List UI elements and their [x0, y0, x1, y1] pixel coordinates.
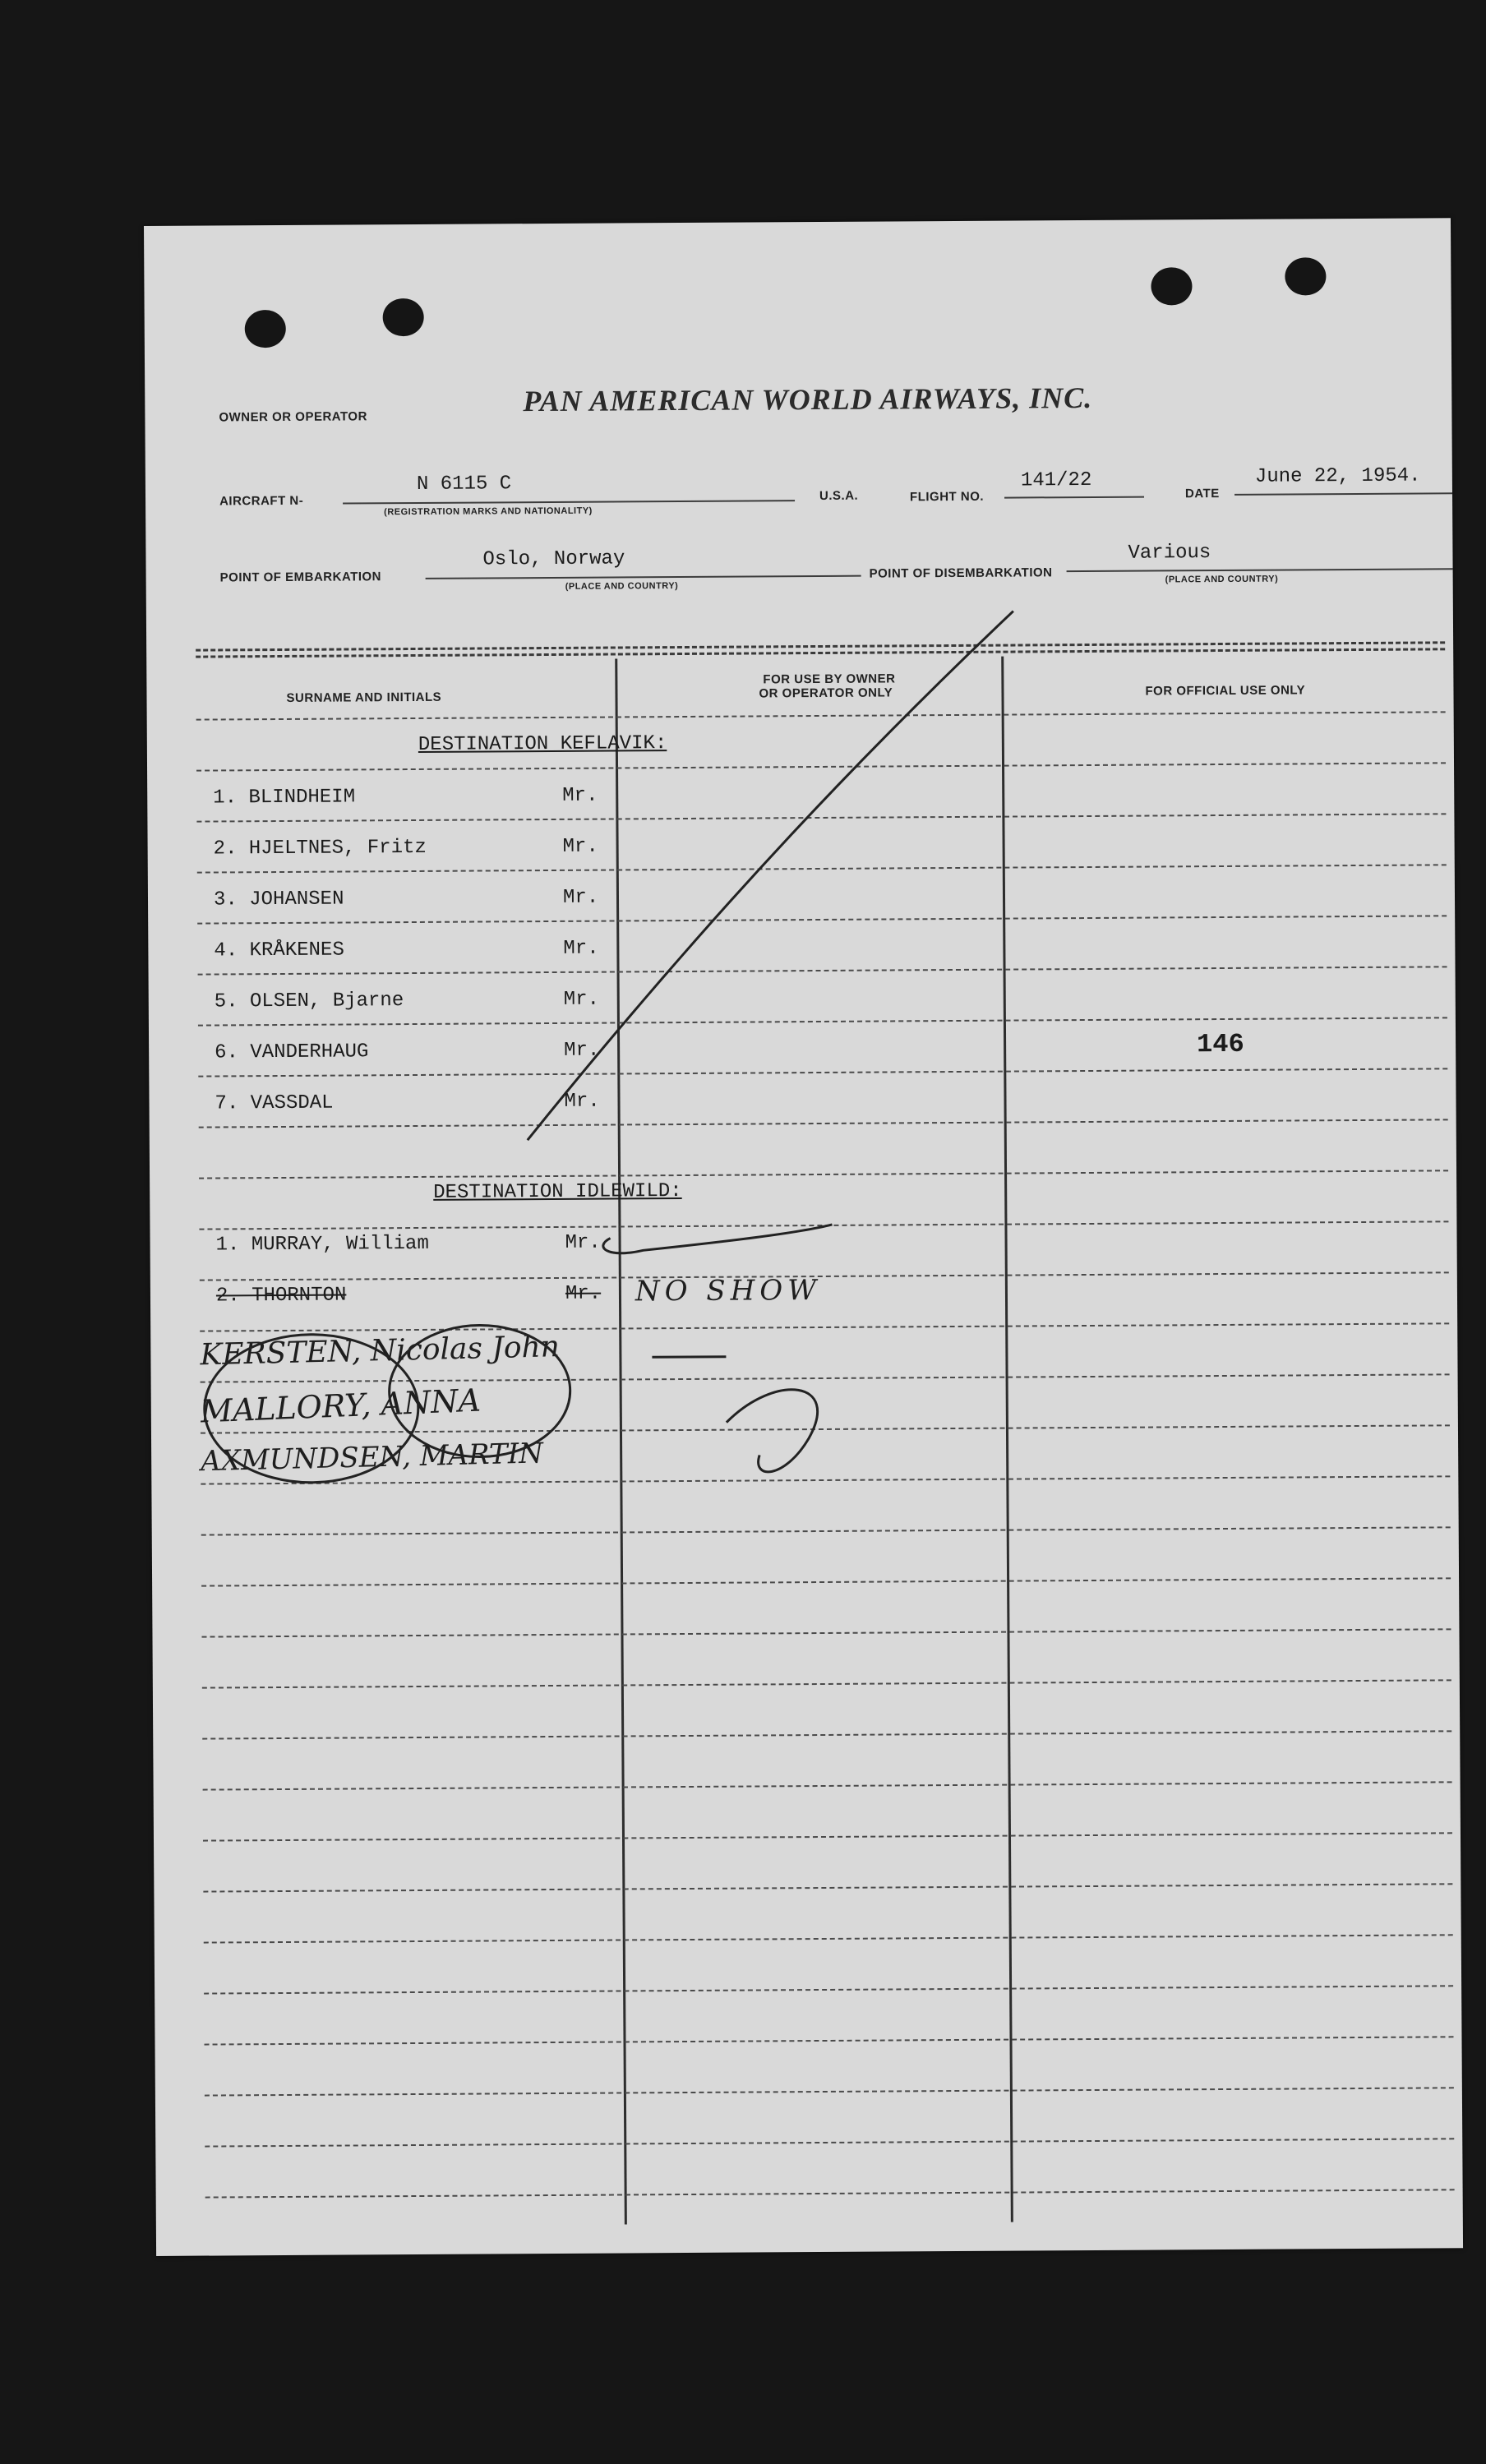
- aircraft-label: AIRCRAFT N-: [219, 493, 304, 509]
- passenger-title: Mr.: [562, 784, 598, 807]
- flight-label: FLIGHT NO.: [909, 489, 985, 505]
- passenger-name: 2. HJELTNES, Fritz: [213, 836, 427, 861]
- usa-label: U.S.A.: [819, 488, 859, 503]
- passenger-name: 1. MURRAY, William: [215, 1232, 429, 1257]
- passenger-title: Mr.: [562, 835, 598, 858]
- official-number: 146: [1196, 1028, 1244, 1060]
- no-show-note: NO SHOW: [635, 1273, 822, 1308]
- handwritten-name: KERSTEN, Nicolas John: [199, 1330, 561, 1373]
- aircraft-value: N 6115 C: [416, 473, 512, 496]
- passenger-title: Mr.: [564, 1090, 600, 1113]
- passenger-name: 4. KRÅKENES: [214, 939, 344, 962]
- passenger-name: 1. BLINDHEIM: [213, 786, 356, 810]
- embark-sub: (PLACE AND COUNTRY): [565, 581, 679, 592]
- passenger-title: Mr.: [565, 1231, 601, 1254]
- passenger-name-struck: 2. THORNTON: [215, 1284, 347, 1308]
- manifest-sheet: [144, 218, 1463, 2256]
- passenger-title: Mr.: [563, 988, 600, 1011]
- passenger-name: 7. VASSDAL: [215, 1091, 334, 1115]
- section-heading-idlewild: DESTINATION IDLEWILD:: [433, 1180, 682, 1204]
- section-heading-keflavik: DESTINATION KEFLAVIK:: [418, 732, 667, 756]
- passenger-title: Mr.: [562, 886, 599, 909]
- passenger-title: Mr.: [563, 937, 599, 960]
- disembark-label: POINT OF DISEMBARKATION: [869, 565, 1053, 581]
- handwritten-name: AXMUNDSEN, MARTIN: [200, 1437, 544, 1479]
- col-surname-header: SURNAME AND INITIALS: [286, 690, 442, 705]
- passenger-name: 3. JOHANSEN: [213, 888, 344, 911]
- col-official-header: FOR OFFICIAL USE ONLY: [1145, 683, 1306, 699]
- owner-value: PAN AMERICAN WORLD AIRWAYS, INC.: [523, 381, 1093, 418]
- disembark-value: Various: [1128, 542, 1211, 565]
- disembark-sub: (PLACE AND COUNTRY): [1165, 574, 1279, 585]
- owner-label: OWNER OR OPERATOR: [219, 409, 367, 425]
- col-owner-header-line1: FOR USE BY OWNER: [763, 671, 896, 687]
- col-owner-header-line2: OR OPERATOR ONLY: [759, 685, 893, 701]
- embark-label: POINT OF EMBARKATION: [219, 570, 382, 585]
- passenger-title: Mr.: [564, 1039, 600, 1062]
- date-label: DATE: [1184, 487, 1220, 501]
- passenger-name: 5. OLSEN, Bjarne: [214, 990, 404, 1013]
- aircraft-sub: (REGISTRATION MARKS AND NATIONALITY): [384, 505, 593, 518]
- flight-value: 141/22: [1020, 468, 1092, 492]
- passenger-name: 6. VANDERHAUG: [215, 1041, 369, 1064]
- passenger-title-struck: Mr.: [565, 1282, 602, 1305]
- date-value: June 22, 1954.: [1254, 464, 1421, 488]
- handwritten-name: MALLORY, ANNA: [200, 1382, 482, 1430]
- embark-value: Oslo, Norway: [482, 547, 625, 571]
- pen-strokes: [144, 218, 1463, 2256]
